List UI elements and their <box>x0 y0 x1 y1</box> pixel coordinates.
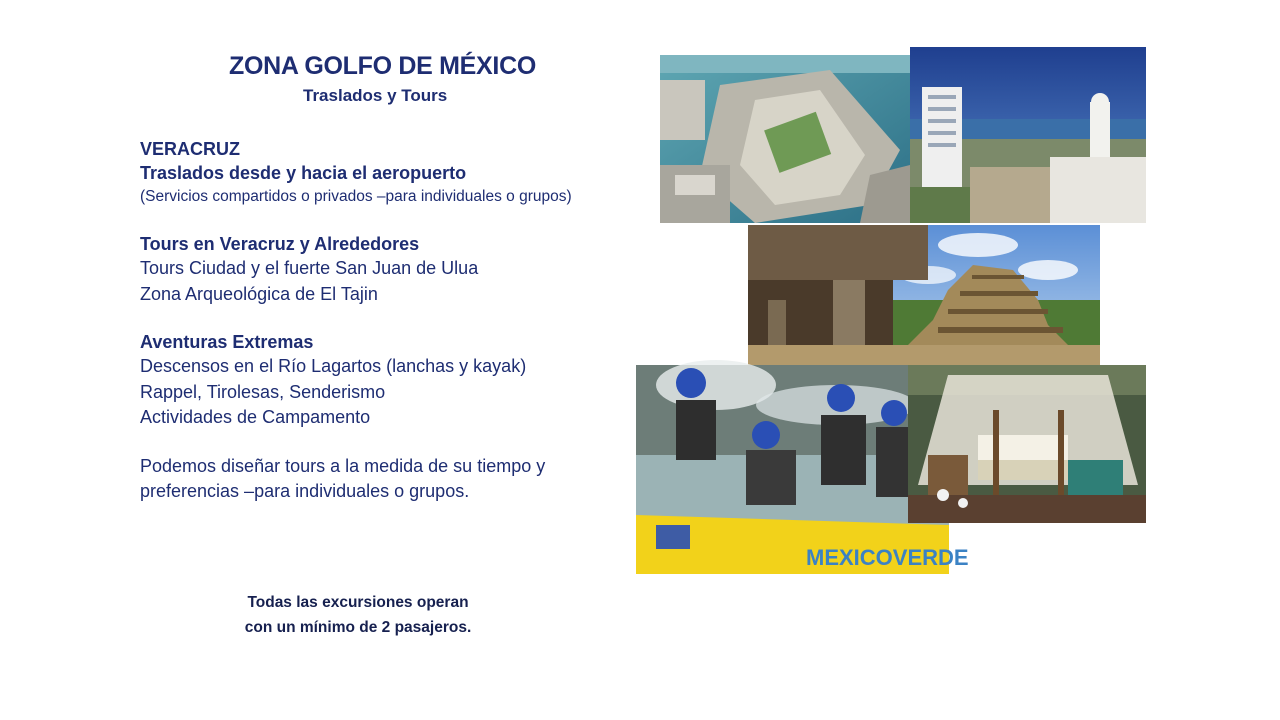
rafting-photo <box>636 365 969 574</box>
city-photo <box>910 47 1146 223</box>
raft-brand-text: MEXICOVERDE <box>806 545 969 570</box>
veracruz-heading: VERACRUZ <box>140 139 241 159</box>
tours-heading: Tours en Veracruz y Alrededores <box>140 234 420 254</box>
adventure-item: Actividades de Campamento <box>140 407 371 427</box>
adventure-item: Descensos en el Río Lagartos (lanchas y kayak) <box>140 356 527 376</box>
custom-tours-line: Podemos diseñar tours a la medida de su tiempo y <box>140 455 546 476</box>
transfers-note: (Servicios compartidos o privados –para individuales o grupos) <box>140 188 572 205</box>
el-tajin-photo <box>748 225 1100 365</box>
adventure-item: Rappel, Tirolesas, Senderismo <box>140 381 386 402</box>
page-subtitle: Traslados y Tours <box>303 86 448 105</box>
tour-item: Zona Arqueológica de El Tajin <box>140 283 378 304</box>
custom-tours-line: preferencias –para individuales o grupos. <box>140 481 470 501</box>
transfers-title: Traslados desde y hacia el aeropuerto <box>140 163 467 183</box>
footer-line: con un mínimo de 2 pasajeros. <box>244 619 472 636</box>
adventures-heading: Aventuras Extremas <box>140 332 314 352</box>
content-block <box>140 137 640 505</box>
footer-line: Todas las excursiones operan <box>247 594 469 611</box>
tour-item: Tours Ciudad y el fuerte San Juan de Ulua <box>140 258 479 278</box>
footer-note <box>200 590 516 640</box>
fort-aerial-photo <box>660 55 910 223</box>
page-title: ZONA GOLFO DE MÉXICO <box>229 52 536 80</box>
camping-photo <box>908 365 1146 523</box>
